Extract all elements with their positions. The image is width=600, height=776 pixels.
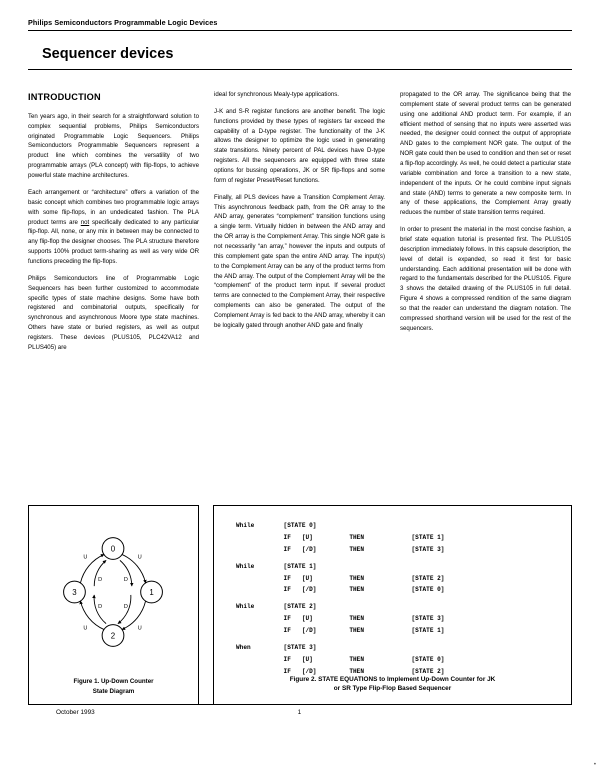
equation-block-header: While [STATE 0] — [236, 522, 317, 529]
equation-row: IF [U] THEN [STATE 1] — [236, 533, 445, 541]
page-title: Sequencer devices — [42, 46, 174, 62]
transition-label: D — [123, 603, 128, 610]
figure-1-caption-line2: State Diagram — [92, 687, 135, 695]
page-footer — [56, 704, 544, 716]
paragraph: Ten years ago, in their search for a straightforward solution to complex sequential problems, Philips Semiconductors originated Programmable Logic Sequencers. Philips Semiconductors Programmable Sequencers represent a product line which combines the versatility of two programmable arrays (PLA concept) with flip-flops, to achieve powerful state machine architectures. — [28, 112, 199, 180]
transition-label: D — [98, 577, 103, 584]
figure-1 — [28, 505, 199, 705]
paragraph: Philips Semiconductors line of Programmable Logic Sequencers has been further customized to accommodate specific types of state machine designs. Some have both registered and combinatorial outputs, specifically for synchronous and asynchronous Moore type state machines. Others have state or buried registers, as well as output registers. These devices (PLUS105, PLC42VA12 and PLUS405) are — [28, 274, 199, 351]
transition-label: U — [137, 625, 142, 632]
equation-row: IF [/D] THEN [STATE 1] — [236, 627, 445, 634]
figure-1-caption — [29, 677, 198, 696]
body-columns — [28, 90, 572, 360]
title-rule — [28, 69, 572, 70]
state-label-2: 2 — [110, 631, 116, 641]
transition-label: D — [123, 577, 128, 584]
paragraph: Each arrangement or “architecture” offers a variation of the basic concept which combines two programmable logic arrays with some flip-flops, in an undedicated fashion. The PLA product terms are not specifically dedicated to any particular flip-flop. All, none, or any mix in between may be connected to any flip-flop the designer chooses. The PLA structure therefore supports 100% product term-sharing as well as very wide OR functions preceding the flip-flops. — [28, 188, 200, 265]
column-left — [28, 90, 199, 360]
paragraph: In order to present the material in the most concise fashion, a brief state equation tutorial is presented first. The PLUS105 description immediately follows. In this capsule description, the level of detail is expanded, so read it first for basic understanding. Each additional presentation will be done with regard to the fundamentals described for the PLUS105. Figure 3 shows the detailed drawing of the PLUS105 in full detail. Figure 4 shows a compressed rendition of the same diagram so that the reader can understand the diagram notation. The compressed shorthand version will be used for the rest of the sequencers. — [400, 226, 571, 332]
page-sheet — [28, 18, 572, 740]
section-heading-introduction: INTRODUCTION — [28, 92, 101, 102]
equation-row: IF [/D] THEN [STATE 3] — [236, 545, 445, 553]
figure-2-caption-line1: Figure 2. STATE EQUATIONS to Implement Up-Down Counter for JK — [289, 675, 496, 683]
running-head: Philips Semiconductors Programmable Logic Devices — [28, 18, 218, 27]
equation-block-header: While [STATE 2] — [236, 603, 317, 611]
column-right — [400, 90, 571, 360]
figures-row — [28, 505, 572, 705]
header-rule — [28, 30, 572, 31]
transition-label: U — [137, 554, 142, 561]
equation-row: IF [/D] THEN [STATE 0] — [236, 586, 445, 594]
paragraph: Finally, all PLS devices have a Transition Complement Array. This asynchronous feedback path, from the OR array to the AND array, generates “complement” transition functions using a single term. Virtually hidden in between the AND array and the OR array is the Complement Array. This single NOR gate is not necessarily “an array,” however the inputs and outputs of this complement gate span the entire AND array. The input(s) to the Complement Array can be any of the product terms from the AND array. The output of the Complement Array will be the “complement” of the product term input. If several product terms are connected to the Complement Array, their respective complements can also be generated. The output of the Complement Array is fed back to the AND array, whereby it can be logically gated through another AND gate and finally — [214, 193, 385, 329]
state-equations-table — [236, 520, 444, 678]
paragraph: propagated to the OR array. The significance being that the complement state of several product terms can be generated using one additional AND product term. For example, if an efficient method of sensing that no inputs were asserted was needed, the designer could connect the output of appropriate AND gates to the complement NOR gate. The output of the NOR gate could then be used to condition and then set or reset a flip-flop accordingly. As well, he could detect a particular state variable combination and force a transition to a new state, independent of the inputs. Or he could combine input signals and state (AND) terms to generate a new composite term. In any of these applications, the Complement Array greatly reduces the number of state transition terms required. — [400, 91, 571, 217]
footer-page-number: 1 — [297, 709, 302, 716]
transition-label: U — [83, 625, 88, 632]
figure-2-caption-line2: or SR Type Flip-Flop Based Sequencer — [333, 685, 452, 693]
equation-row: IF [/D] THEN [STATE 2] — [236, 667, 445, 675]
corner-mark: • — [593, 762, 596, 768]
transition-label: U — [83, 554, 88, 561]
paragraph: J-K and S-R register functions are another benefit. The logic functions provided by these types of registers far exceed the capability of a D-type register. The functionality of the J-K allows the designer to optimize the logic used in generating state transitions. Ninety percent of PAL devices have D-type registers. All the sequencers are equipped with three state options for bussing operations, JK or SR flip-flops and some form of register Preset/Reset functions. — [214, 107, 385, 184]
state-label-0: 0 — [110, 544, 116, 554]
state-label-1: 1 — [149, 587, 154, 597]
figure-1-caption-line1: Figure 1. Up-Down Counter — [73, 678, 154, 686]
transition-label: D — [98, 603, 103, 610]
equation-block-header: When [STATE 3] — [236, 643, 317, 651]
state-diagram-svg — [29, 512, 198, 672]
footer-date: October 1993 — [56, 709, 95, 716]
paragraph: ideal for synchronous Mealy-type applications. — [214, 91, 339, 98]
equation-row: IF [U] THEN [STATE 3] — [236, 615, 445, 623]
figure-2 — [213, 505, 572, 705]
column-middle — [214, 90, 385, 360]
equation-row: IF [U] THEN [STATE 0] — [236, 655, 445, 663]
figure-2-caption — [214, 675, 571, 694]
state-label-3: 3 — [72, 587, 77, 597]
equation-block-header: While [STATE 1] — [236, 562, 317, 570]
equation-row: IF [U] THEN [STATE 2] — [236, 574, 445, 582]
title-block — [28, 37, 572, 76]
